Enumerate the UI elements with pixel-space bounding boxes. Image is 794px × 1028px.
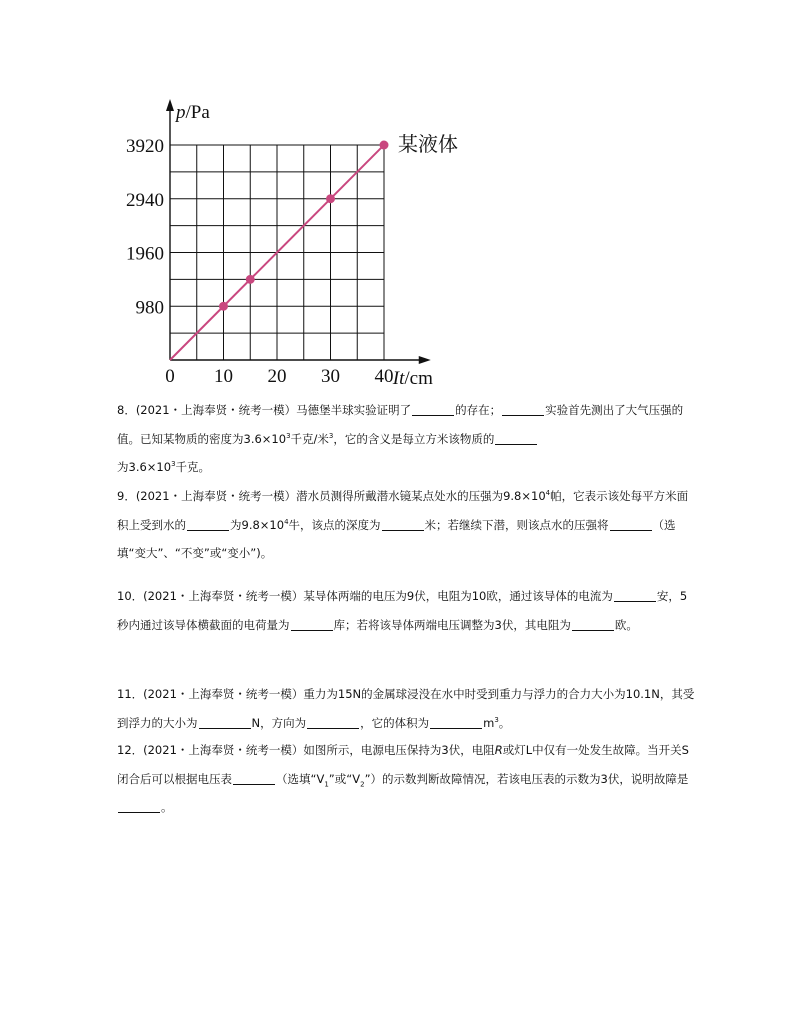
q8-exp: 3: [286, 431, 291, 440]
question-11: [117, 680, 697, 737]
q12-prefix: 12．(2021・上海奉贤・统考一模）: [117, 743, 304, 757]
q11-text: 重力为15N的金属球浸没在水中时受到重力与浮力的合力大小为10.1N，其受到浮力的大小为: [117, 687, 695, 730]
q11-blank-3[interactable]: [430, 715, 482, 729]
q9-blank-3[interactable]: [610, 517, 652, 531]
x-axis-arrow: [419, 356, 431, 364]
q8-text: 马德堡半球实验证明了: [296, 403, 412, 417]
pressure-depth-chart: [126, 95, 460, 395]
y-tick-label: 1960: [126, 243, 164, 265]
q12-resistor-symbol: R: [494, 743, 503, 757]
data-point: [326, 194, 335, 203]
q9-exp: 4: [284, 517, 289, 526]
q11-blank-2[interactable]: [307, 715, 359, 729]
q11-exp: 3: [494, 715, 499, 724]
q8-blank-1[interactable]: [412, 402, 454, 416]
q10-prefix: 10．(2021・上海奉贤・统考一模）: [117, 589, 304, 603]
q11-blank-1[interactable]: [199, 715, 251, 729]
q12-text: 如图所示，电源电压保持为3伏，电阻: [303, 743, 495, 757]
data-point: [246, 275, 255, 284]
q10-blank-2[interactable]: [291, 617, 333, 631]
q9-prefix: 9．(2021・上海奉贤・统考一模）: [117, 489, 297, 503]
question-8: [117, 396, 697, 482]
x-tick-label: 0: [165, 366, 175, 387]
q10-text: 欧。: [614, 617, 638, 632]
q8-exp: 3: [328, 431, 334, 440]
y-tick-label: 2940: [126, 189, 164, 211]
question-12: [117, 736, 697, 822]
q8-text: 的存在；: [455, 403, 502, 417]
chart-tick-labels: [126, 136, 394, 387]
q8-text: 千克。: [175, 460, 211, 474]
q8-density: 3.6×10: [243, 431, 287, 446]
q10-blank-3[interactable]: [572, 617, 614, 631]
q12-sub: 1: [324, 779, 329, 788]
q9-text: （选填“变大”、“不变”或“变小”)。: [117, 517, 676, 560]
y-axis-label: p/Pa: [176, 102, 210, 123]
q11-prefix: 11．(2021・上海奉贤・统考一模）: [117, 687, 304, 701]
q12-text: ”）的示数判断故障情况，若该电压表的示数为3伏，说明故障是: [364, 771, 689, 786]
x-tick-label: 30: [321, 366, 340, 387]
q11-text: ，它的体积为: [360, 715, 430, 730]
q8-blank-2[interactable]: [502, 402, 544, 416]
q9-text: 潜水员测得所戴潜水镜某点处水的压强为9.8×10: [296, 489, 546, 503]
q9-blank-1[interactable]: [187, 517, 229, 531]
y-tick-label: 3920: [126, 136, 164, 157]
data-point: [380, 141, 389, 150]
x-tick-label: 20: [267, 366, 287, 387]
q11-text: m: [483, 715, 495, 730]
q9-text: 帕，它表示该处每平方米面积上受到水的: [117, 489, 689, 532]
q9-text: 牛，该点的深度为: [288, 517, 381, 532]
q10-text: 库；若将该导体两端电压调整为3伏，其电阻为: [333, 617, 571, 632]
q12-blank-2[interactable]: [118, 799, 160, 813]
q9-text: 米；若继续下潜，则该点水的压强将: [424, 517, 609, 532]
q9-exp: 4: [545, 489, 551, 498]
q8-exp: 3: [171, 460, 176, 469]
q10-text: 安，5秒内通过该导体横截面的电荷量为: [117, 589, 688, 632]
q12-blank-1[interactable]: [233, 771, 275, 785]
y-axis-arrow: [166, 99, 174, 111]
question-9: [117, 482, 697, 568]
y-tick-label: 980: [135, 297, 164, 319]
q10-blank-1[interactable]: [614, 588, 656, 602]
q12-sub: 2: [360, 779, 365, 788]
data-point: [219, 302, 228, 311]
q10-text: 某导体两端的电压为9伏，电阻为10欧，通过该导体的电流为: [303, 589, 613, 603]
q9-blank-2[interactable]: [382, 517, 424, 531]
q8-text: 千克/米: [290, 431, 329, 446]
q8-blank-3[interactable]: [495, 431, 537, 445]
q12-text: （选填“V: [276, 771, 325, 786]
q9-text: 为9.8×10: [230, 517, 285, 532]
q8-text: ，它的含义是每立方米该物质的: [333, 431, 495, 446]
q8-prefix: 8．(2021・上海奉贤・统考一模）: [117, 403, 297, 417]
q8-text: 实验首先测出了大气压强的值。已知某物质的密度为: [117, 403, 684, 446]
q12-text: 。: [161, 800, 173, 814]
x-axis-label: It/cm: [392, 368, 433, 389]
q12-text: ”或“V: [328, 771, 361, 786]
q8-text: 为3.6×10: [117, 460, 172, 474]
x-tick-label: 10: [214, 366, 233, 387]
q11-text: N，方向为: [251, 715, 307, 730]
q12-text: 或灯L中仅有一处发生故障。当开关S闭合后可以根据电压表: [117, 743, 689, 786]
chart-series: [170, 141, 389, 361]
x-tick-label: 40: [374, 366, 394, 387]
series-label: 某液体: [398, 134, 458, 156]
q11-text: 。: [498, 715, 511, 730]
question-10: [117, 582, 697, 639]
